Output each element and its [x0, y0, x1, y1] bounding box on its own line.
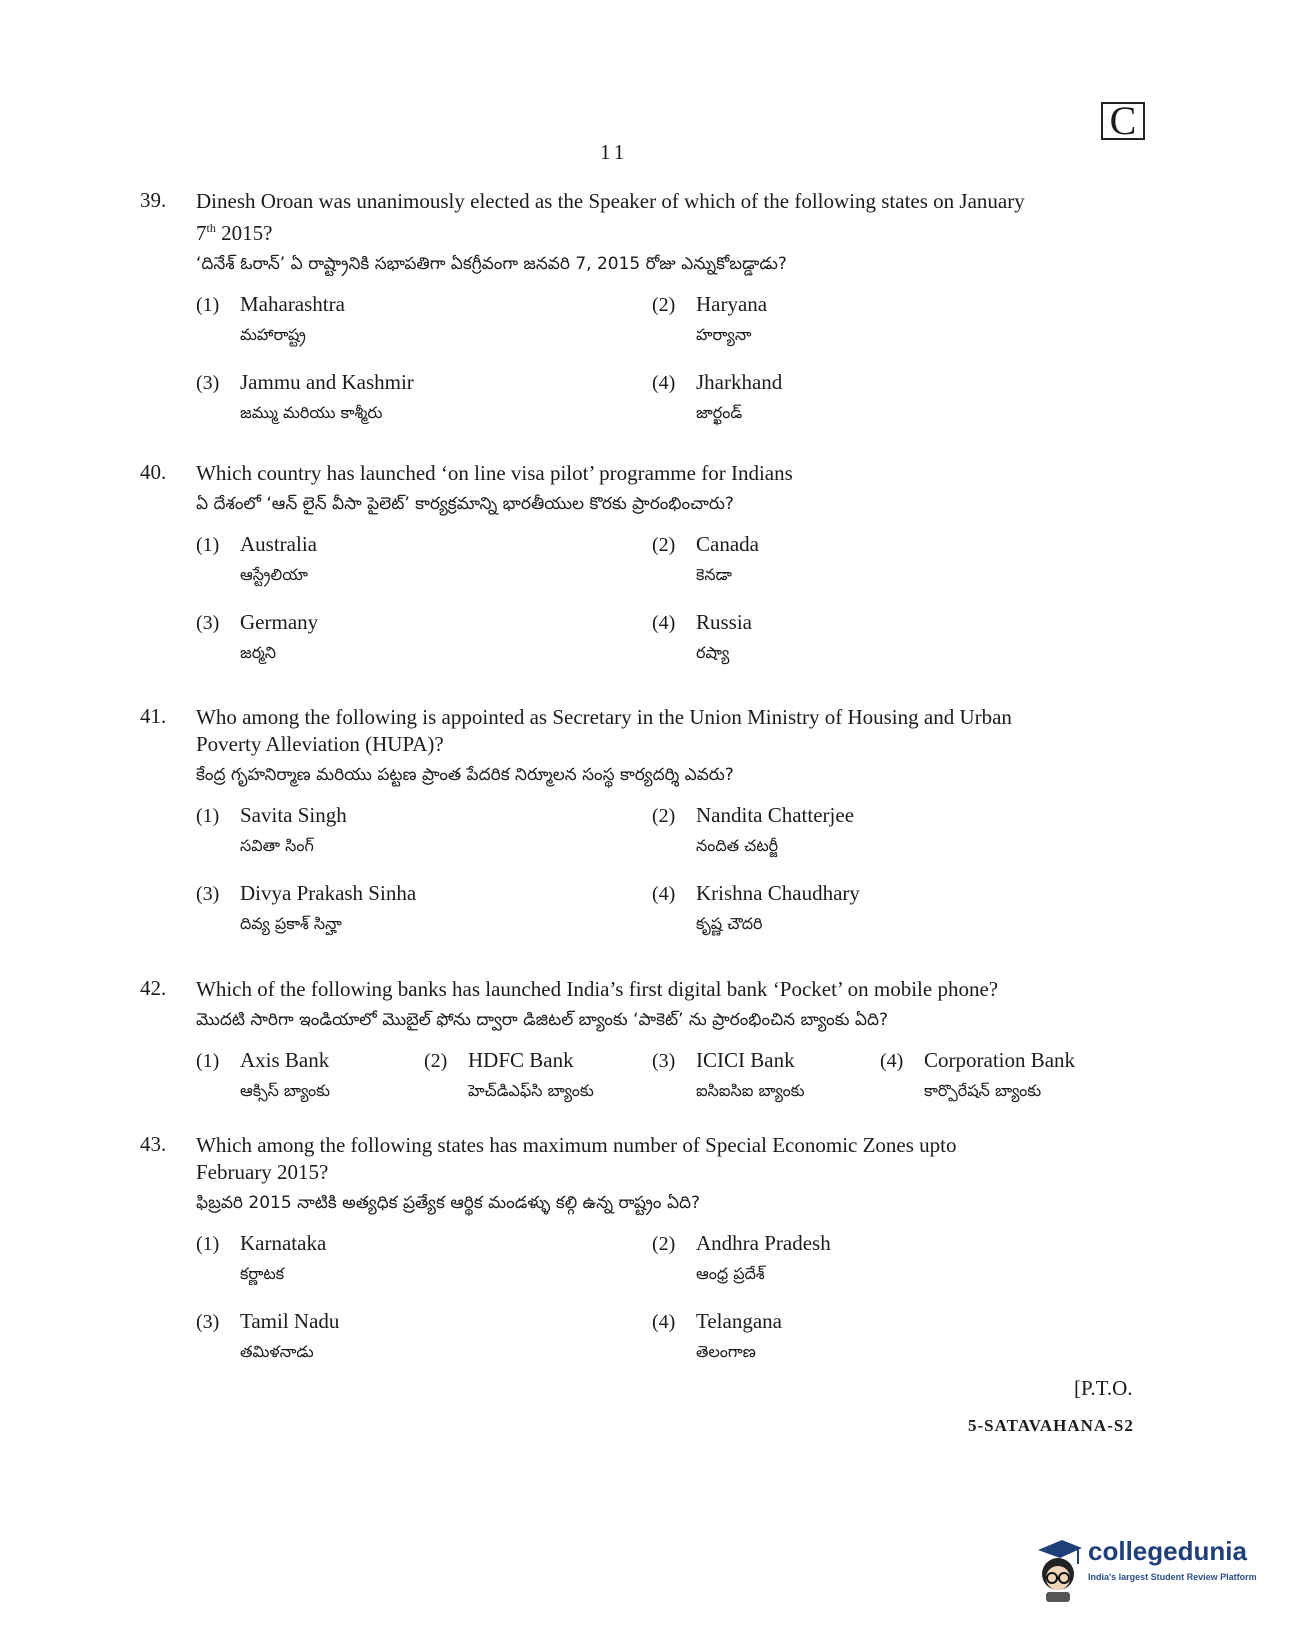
options-row	[196, 610, 1150, 688]
option-4: (4) Russia రష్యా	[652, 610, 753, 662]
question-text-telugu: కేంద్ర గృహనిర్మాణ మరియు పట్టణ ప్రాంత పేదరిక నిర్మూలన సంస్థ కార్యదర్శి ఎవరు?	[196, 765, 734, 785]
option-1: (1) Karnataka కర్ణాటక	[196, 1231, 327, 1283]
option-3: (3) Divya Prakash Sinha దివ్య ప్రకాశ్ సిన్హా	[196, 881, 417, 933]
options-row	[196, 1231, 1150, 1309]
question-text-english: Which among the following states has maximum number of Special Economic Zones upto February 2015?	[196, 1133, 957, 1184]
option-2: (2) HDFC Bank హెచ్‌డిఎఫ్‌సి బ్యాంకు	[424, 1048, 594, 1100]
question-number: 42.	[140, 976, 167, 1000]
option-1: (1) Australia ఆస్ట్రేలియా	[196, 532, 317, 584]
question-text-english: Dinesh Oroan was unanimously elected as the Speaker of which of the following states on January 7th 2015?	[196, 189, 1025, 245]
logo-wordmark: collegedunia	[1088, 1536, 1247, 1566]
options-row	[196, 292, 1150, 370]
question-40	[140, 460, 1150, 688]
option-1: (1) Savita Singh సవితా సింగ్	[196, 803, 347, 855]
option-2: (2) Canada కెనడా	[652, 532, 759, 584]
question-number: 39.	[140, 188, 167, 212]
question-number: 43.	[140, 1132, 167, 1156]
question-text-english: Which of the following banks has launched India’s first digital bank ‘Pocket’ on mobile phone?	[196, 977, 999, 1001]
option-4: (4) Krishna Chaudhary కృష్ణ చౌదరి	[652, 881, 860, 933]
question-39	[140, 188, 1150, 448]
options-row	[196, 532, 1150, 610]
question-42	[140, 976, 1150, 1126]
option-2: (2) Nandita Chatterjee నందిత చటర్జీ	[652, 803, 855, 855]
question-text-telugu: మొదటి సారిగా ఇండియాలో మొబైల్ ఫోను ద్వారా డిజిటల్ బ్యాంకు ‘పాకెట్’ ను ప్రారంభించిన బ్యాంకు ఏది?	[196, 1010, 888, 1030]
option-1: (1) Maharashtra మహారాష్ట్ర	[196, 292, 345, 344]
pto-marker: [P.T.O.	[1074, 1376, 1133, 1400]
question-text-telugu: ఏ దేశంలో ‘ఆన్ లైన్ వీసా పైలెట్’ కార్యక్రమాన్ని భారతీయుల కొరకు ప్రారంభించారు?	[196, 494, 734, 514]
logo-tagline: India's largest Student Review Platform	[1088, 1572, 1257, 1582]
option-3: (3) Germany జర్మని	[196, 610, 319, 662]
option-4: (4) Jharkhand జార్ఖండ్	[652, 370, 783, 422]
options-row	[196, 1309, 1150, 1387]
question-number: 40.	[140, 460, 167, 484]
question-number: 41.	[140, 704, 167, 728]
option-4: (4) Corporation Bank కార్పొరేషన్ బ్యాంకు	[880, 1048, 1076, 1100]
option-2: (2) Haryana హర్యానా	[652, 292, 768, 344]
question-43	[140, 1132, 1150, 1387]
student-mascot-icon	[1032, 1536, 1084, 1606]
question-text-telugu: ఫిబ్రవరి 2015 నాటికి అత్యధిక ప్రత్యేక ఆర్థిక మండళ్ళు కల్గి ఉన్న రాష్ట్రం ఏది?	[196, 1193, 701, 1213]
page-number: 11	[600, 140, 629, 164]
options-row	[196, 803, 1150, 881]
option-2: (2) Andhra Pradesh ఆంధ్ర ప్రదేశ్	[652, 1231, 831, 1283]
question-text-english: Who among the following is appointed as Secretary in the Union Ministry of Housing and Urban Poverty Alleviation (HUPA)?	[196, 705, 1012, 756]
option-3: (3) Jammu and Kashmir జమ్ము మరియు కాశ్మీరు	[196, 370, 414, 422]
options-row	[196, 881, 1150, 959]
options-row	[196, 1048, 1150, 1126]
collegedunia-logo	[1032, 1536, 1257, 1616]
option-4: (4) Telangana తెలంగాణ	[652, 1309, 782, 1361]
option-3: (3) Tamil Nadu తమిళనాడు	[196, 1309, 340, 1361]
question-41	[140, 704, 1150, 959]
option-3: (3) ICICI Bank ఐసిఐసిఐ బ్యాంకు	[652, 1048, 805, 1100]
question-text-telugu: ‘దినేశ్ ఓరాన్’ ఏ రాష్ట్రానికి సభాపతిగా ఏకగ్రీవంగా జనవరి 7, 2015 రోజు ఎన్నుకోబడ్డాడు?	[196, 254, 787, 274]
exam-code: 5-SATAVAHANA-S2	[968, 1416, 1134, 1435]
option-1: (1) Axis Bank ఆక్సిస్ బ్యాంకు	[196, 1048, 331, 1100]
question-set-box: C	[1101, 102, 1145, 140]
options-row	[196, 370, 1150, 448]
question-text-english: Which country has launched ‘on line visa pilot’ programme for Indians	[196, 461, 793, 485]
